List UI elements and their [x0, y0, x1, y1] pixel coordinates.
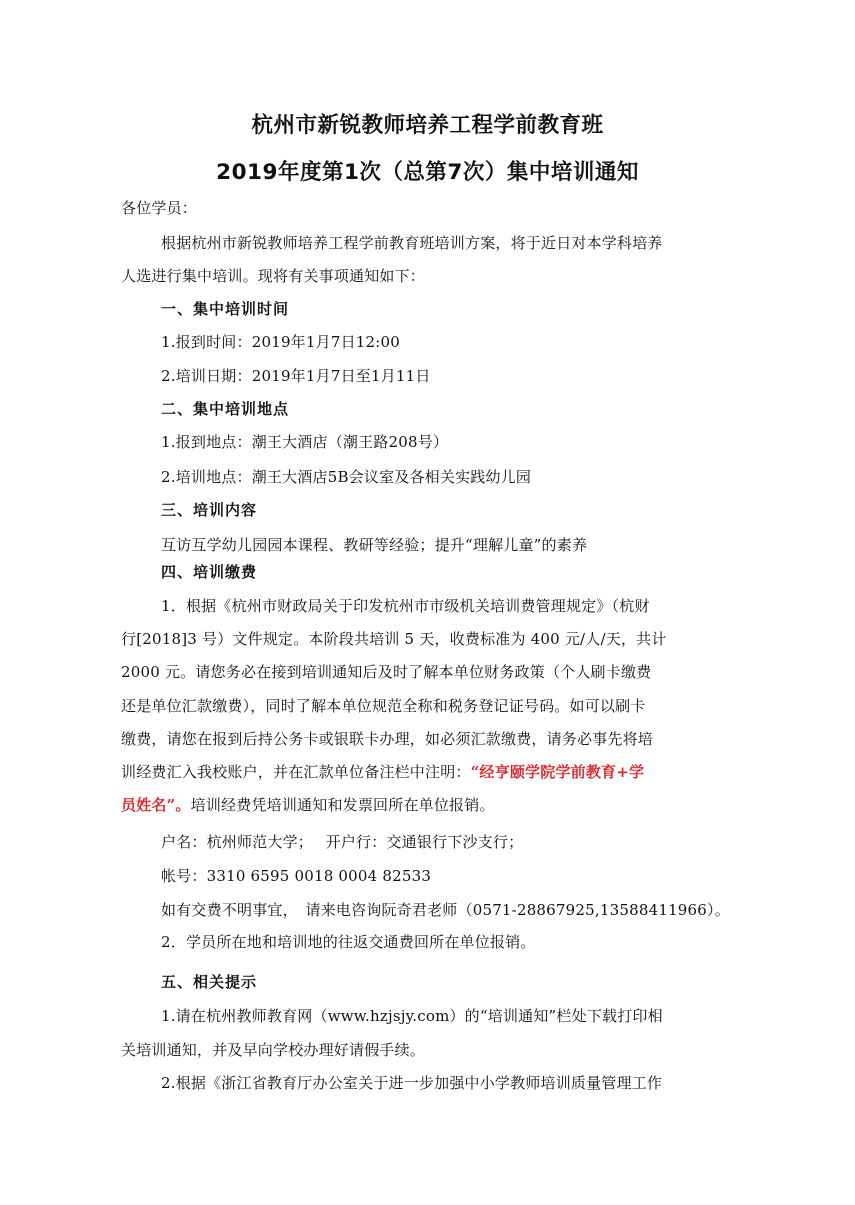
remark-instruction: 训经费汇入我校账户，并在汇款单位备注栏中注明： — [121, 763, 471, 781]
section4-item2: 2．学员所在地和培训地的往返交通费回所在单位报销。 — [161, 933, 536, 951]
reimbursement-note: 培训经费凭培训通知和发票回所在单位报销。 — [190, 796, 495, 814]
section4-paragraph-line — [121, 762, 644, 782]
section1-heading: 一、集中培训时间 — [161, 300, 290, 318]
section4-heading: 四、培训缴费 — [161, 563, 258, 581]
intro-line: 人选进行集中培训。现将有关事项通知如下： — [121, 267, 426, 285]
section3-body: 互访互学幼儿园园本课程、教研等经验；提升“理解儿童”的素养 — [161, 536, 588, 554]
section4-paragraph-line: 1．根据《杭州市财政局关于印发杭州市市级机关培训费管理规定》（杭财 — [161, 597, 650, 615]
section4-paragraph-line: 2000 元。请您务必在接到培训通知后及时了解本单位财务政策（个人刷卡缴费 — [121, 663, 652, 681]
section4-paragraph-line: 还是单位汇款缴费），同时了解本单位规范全称和税务登记证号码。如可以刷卡 — [121, 697, 646, 715]
account-number: 帐号：3310 6595 0018 0004 82533 — [161, 867, 432, 885]
document-title-line1: 杭州市新锐教师培养工程学前教育班 — [251, 113, 604, 138]
contact-info: 如有交费不明事宜， 请来电咨询阮奇君老师（0571-28867925,13588411966）。 — [161, 901, 730, 919]
section3-heading: 三、培训内容 — [161, 501, 258, 519]
section5-paragraph-line: 关培训通知，并及早向学校办理好请假手续。 — [121, 1041, 426, 1059]
section4-paragraph-line — [121, 795, 495, 815]
intro-line: 根据杭州市新锐教师培养工程学前教育班培训方案，将于近日对本学科培养 — [161, 234, 663, 252]
section1-item: 1.报到时间：2019年1月7日12:00 — [161, 333, 401, 351]
section5-paragraph-line: 2.根据《浙江省教育厅办公室关于进一步加强中小学教师培训质量管理工作 — [161, 1074, 663, 1092]
section2-item: 1.报到地点：潮王大酒店（潮王路208号） — [161, 433, 449, 451]
section1-item: 2.培训日期：2019年1月7日至1月11日 — [161, 367, 431, 385]
salutation: 各位学员： — [121, 199, 198, 217]
remark-highlight: 员姓名”。 — [121, 796, 191, 814]
section2-item: 2.培训地点：潮王大酒店5B会议室及各相关实践幼儿园 — [161, 468, 532, 486]
section4-paragraph-line: 行[2018]3 号）文件规定。本阶段共培训 5 天，收费标准为 400 元/人/天，共计 — [121, 630, 667, 648]
section5-paragraph-line: 1.请在杭州教师教育网（www.hzjsjy.com）的“培训通知”栏处下载打印相 — [161, 1007, 663, 1025]
section2-heading: 二、集中培训地点 — [161, 400, 290, 418]
account-name: 户名：杭州师范大学； 开户行：交通银行下沙支行； — [161, 833, 524, 851]
section5-heading: 五、相关提示 — [161, 973, 258, 991]
document-title-line2: 2019年度第1次（总第7次）集中培训通知 — [216, 160, 639, 185]
section4-paragraph-line: 缴费，请您在报到后持公务卡或银联卡办理，如必须汇款缴费，请务必事先将培 — [121, 730, 654, 748]
remark-highlight: “经亨颐学院学前教育+学 — [470, 763, 645, 781]
